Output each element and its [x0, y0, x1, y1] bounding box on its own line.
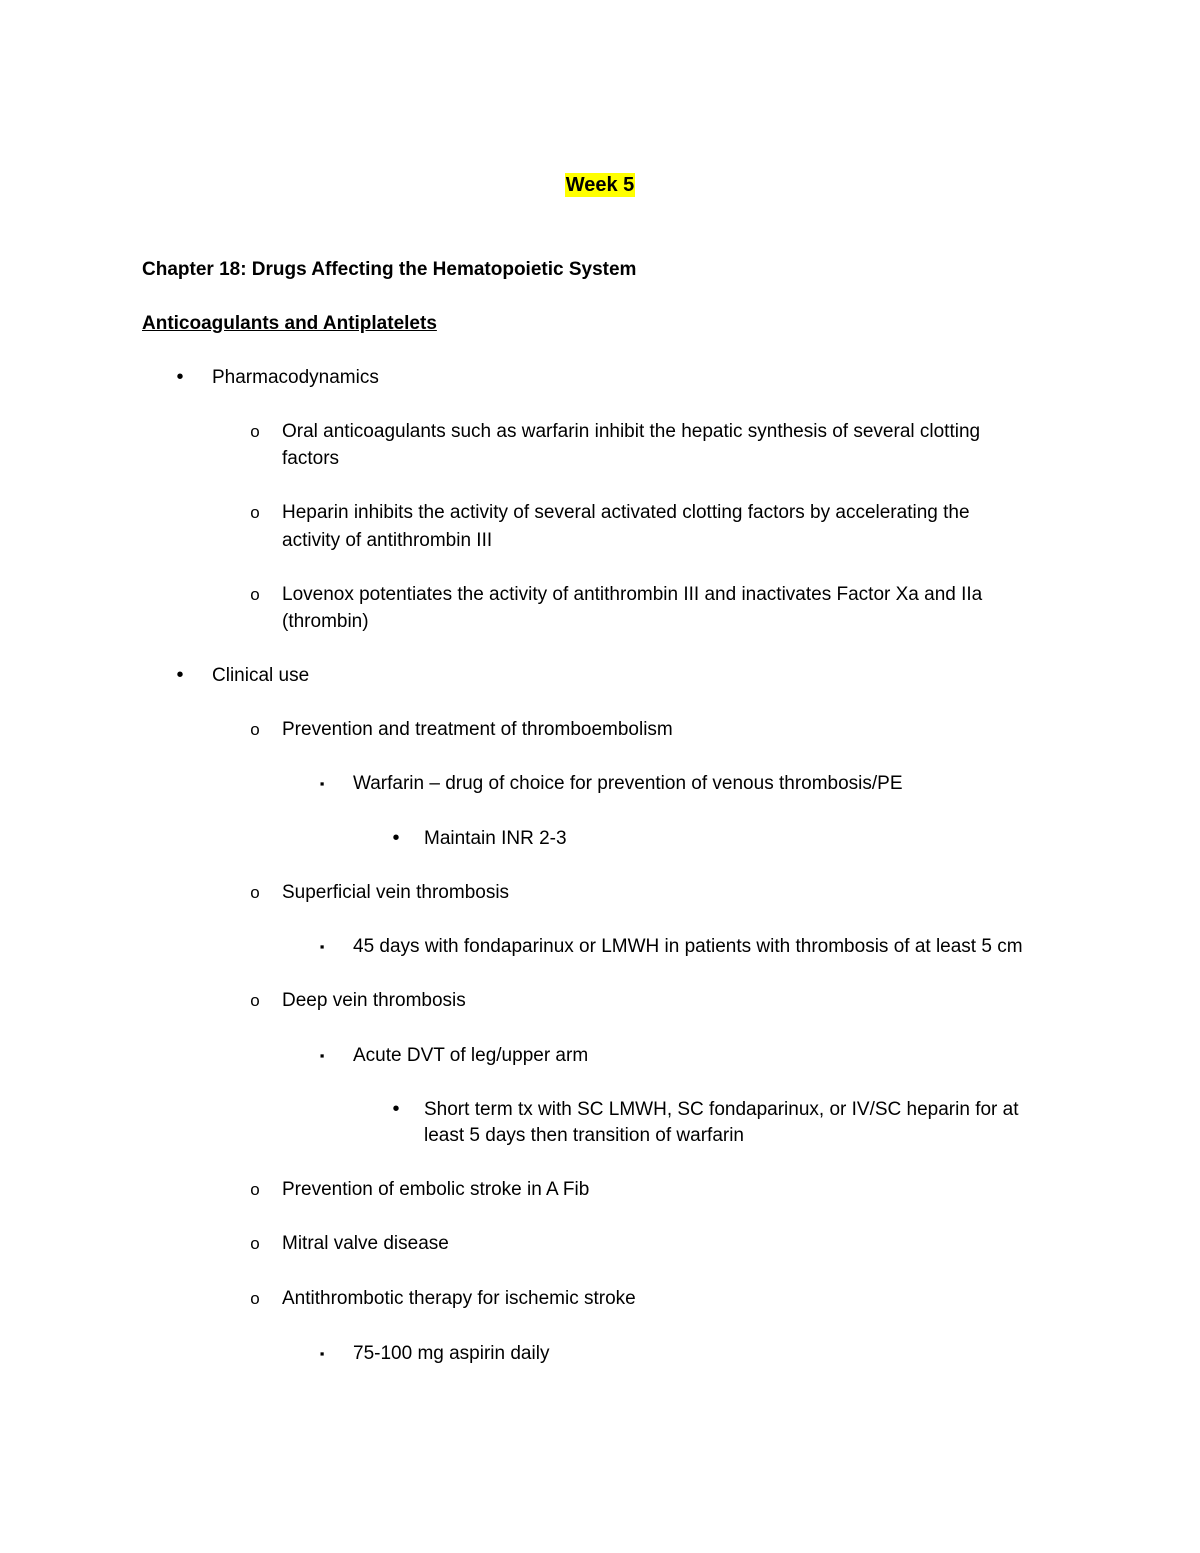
list-item-inr: Maintain INR 2-3 — [424, 828, 567, 849]
list-item-antithrombotic: Antithrombotic therapy for ischemic stroke — [282, 1288, 636, 1309]
list-item-superficial-vein: Superficial vein thrombosis — [282, 882, 510, 903]
square-marker: ▪ — [319, 776, 325, 791]
bullet-marker: • — [176, 664, 184, 686]
list-item-short-term-tx: Short term tx with SC LMWH, SC fondaparinux, or IV/SC heparin for at — [424, 1099, 1019, 1120]
list-item-warfarin: Warfarin – drug of choice for prevention of venous thrombosis/PE — [353, 773, 903, 794]
list-item-short-term-tx-cont: least 5 days then transition of warfarin — [424, 1125, 745, 1146]
bullet-marker: • — [392, 827, 400, 849]
section-heading: Anticoagulants and Antiplatelets — [142, 313, 437, 334]
bullet-marker: • — [392, 1098, 400, 1120]
list-item-fondaparinux: 45 days with fondaparinux or LMWH in patients with thrombosis of at least 5 cm — [353, 936, 1023, 957]
circle-marker: o — [250, 585, 260, 604]
list-item-dvt: Deep vein thrombosis — [282, 990, 466, 1011]
circle-marker: o — [250, 991, 260, 1010]
circle-marker: o — [250, 1289, 260, 1308]
circle-marker: o — [250, 720, 260, 739]
list-item-heparin: Heparin inhibits the activity of several activated clotting factors by accelerating the — [282, 502, 970, 523]
circle-marker: o — [250, 1180, 260, 1199]
list-item-thromboembolism: Prevention and treatment of thromboembolism — [282, 719, 673, 740]
list-item-oral-anticoagulants: Oral anticoagulants such as warfarin inhibit the hepatic synthesis of several clotting — [282, 421, 981, 442]
list-item-clinical-use: Clinical use — [212, 665, 310, 686]
list-item-lovenox: Lovenox potentiates the activity of antithrombin III and inactivates Factor Xa and IIa — [282, 584, 983, 605]
list-item-embolic-stroke: Prevention of embolic stroke in A Fib — [282, 1179, 590, 1200]
list-item-heparin-cont: activity of antithrombin III — [282, 530, 493, 551]
square-marker: ▪ — [319, 939, 325, 954]
circle-marker: o — [250, 883, 260, 902]
page-title — [0, 172, 1200, 199]
square-marker: ▪ — [319, 1048, 325, 1063]
circle-marker: o — [250, 422, 260, 441]
square-marker: ▪ — [319, 1346, 325, 1361]
bullet-marker: • — [176, 366, 184, 388]
list-item-mitral-valve: Mitral valve disease — [282, 1233, 449, 1254]
list-item-pharmacodynamics: Pharmacodynamics — [212, 367, 379, 388]
circle-marker: o — [250, 503, 260, 522]
list-item-lovenox-cont: (thrombin) — [282, 611, 369, 632]
chapter-heading: Chapter 18: Drugs Affecting the Hematopoietic System — [142, 259, 637, 280]
list-item-aspirin: 75-100 mg aspirin daily — [353, 1343, 550, 1364]
list-item-oral-anticoagulants-cont: factors — [282, 448, 340, 469]
page-title-highlight: Week 5 — [565, 174, 635, 196]
circle-marker: o — [250, 1234, 260, 1253]
list-item-acute-dvt: Acute DVT of leg/upper arm — [353, 1045, 589, 1066]
